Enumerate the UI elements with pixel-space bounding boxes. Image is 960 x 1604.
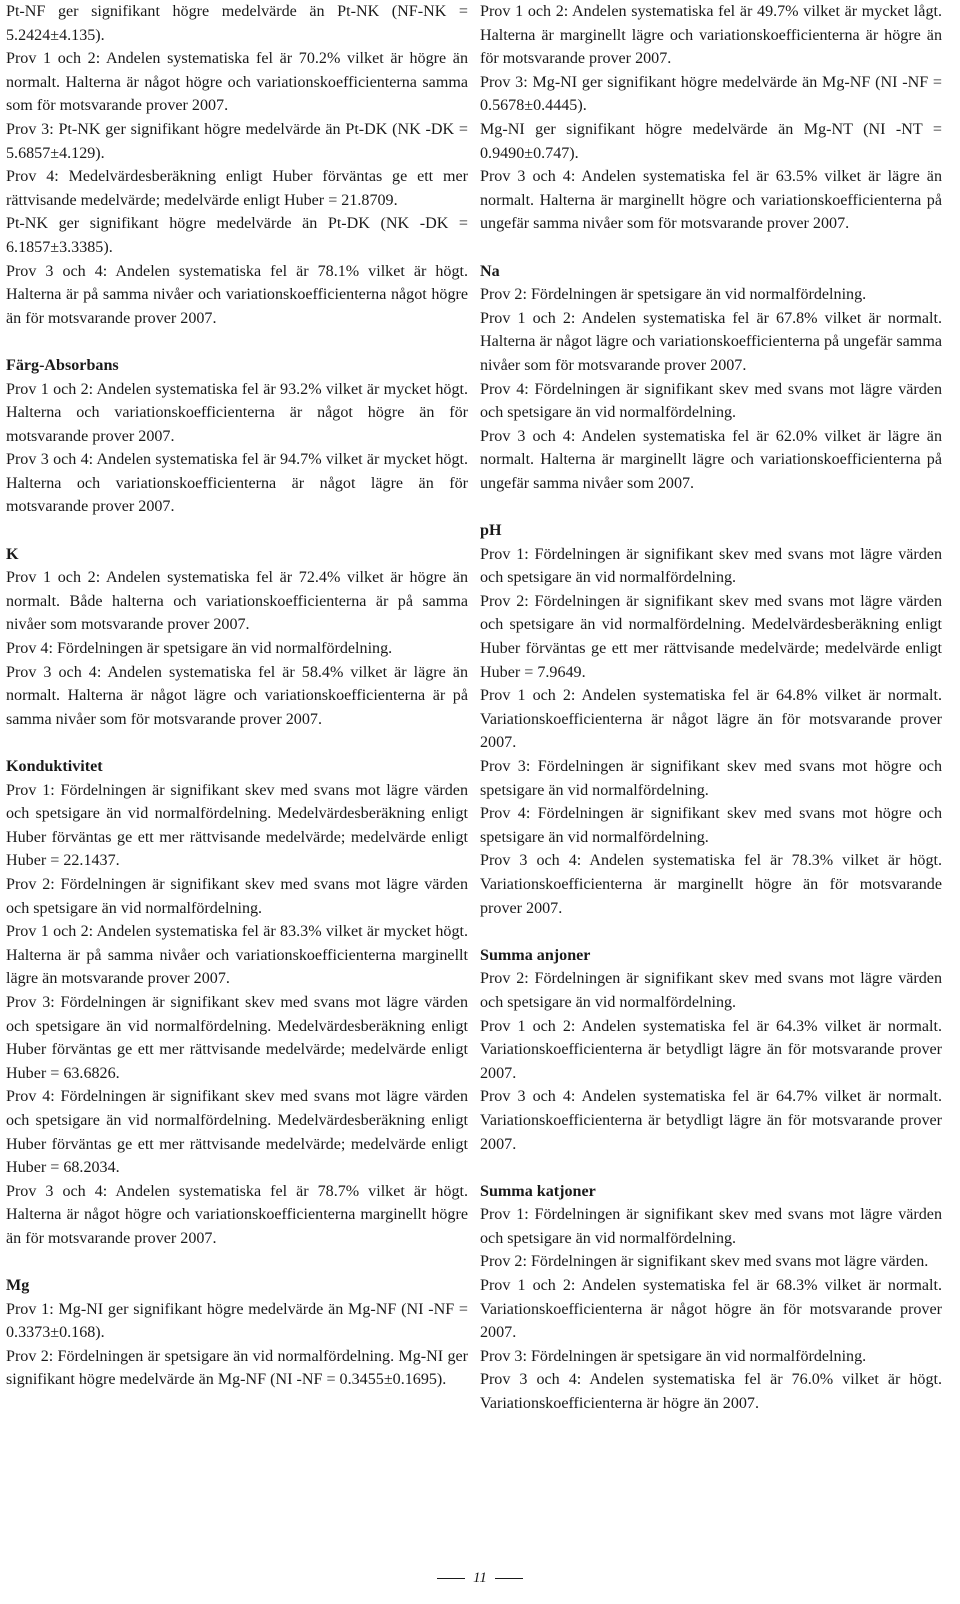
paragraph: Prov 4: Fördelningen är spetsigare än vid normalfördelning. [6,640,393,658]
paragraph: Prov 3: Mg-NI ger signifikant högre medelvärde än Mg-NF (NI -NF = 0.5678±0.4445). [480,73,942,115]
paragraph: Prov 3 och 4: Andelen systematiska fel är 78.3% vilket är högt. Variationskoefficienterna är marginellt högre än för motsvarande prover 2007. [480,852,942,917]
section-spacer [6,330,468,354]
section-heading: Konduktivitet [6,758,103,775]
paragraph: Prov 3 och 4: Andelen systematiska fel är 76.0% vilket är högt. Variationskoefficienterna är högre än 2007. [480,1371,942,1413]
paragraph: Pt-NK ger signifikant högre medelvärde än Pt-DK (NK -DK = 6.1857±3.3385). [6,215,468,256]
paragraph: Prov 2: Fördelningen är spetsigare än vid normalfördelning. [480,286,867,304]
paragraph: Prov 1: Fördelningen är signifikant skev med svans mot lägre värden och spetsigare än vid normalfördelning. [480,545,942,587]
page-footer [0,1568,960,1588]
section-spacer [480,920,942,944]
paragraph: Prov 3 och 4: Andelen systematiska fel är 78.1% vilket är högt. Halterna är på samma nivåer och variationskoefficienterna något högre än för motsvarande prover 2007. [6,262,468,327]
section-heading: Mg [6,1277,30,1295]
section-spacer [480,1156,942,1180]
paragraph: Prov 2: Fördelningen är signifikant skev med svans mot lägre värden och spetsigare än vid normalfördelning. [480,970,942,1011]
paragraph: Mg-NI ger signifikant högre medelvärde än Mg-NT (NI -NT = 0.9490±0.747). [480,120,942,162]
paragraph: Prov 3 och 4: Andelen systematiska fel är 63.5% vilket är lägre än normalt. Halterna är marginellt högre och variationskoefficienterna på ungefär samma nivåer som för motsvarande prover 2007. [480,168,942,233]
paragraph: Prov 4: Fördelningen är signifikant skev med svans mot lägre värden och spetsigare än vid normalfördelning. [480,380,942,422]
right-column [480,0,942,1416]
paragraph: Prov 3 och 4: Andelen systematiska fel är 64.7% vilket är normalt. Variationskoefficienterna är betydligt lägre än för motsvarande prover 2007. [480,1088,942,1153]
section-spacer [6,519,468,543]
page-number: 11 [473,1570,487,1586]
section-heading: pH [480,522,502,540]
section-heading: Färg-Absorbans [6,356,119,374]
paragraph: Prov 3 och 4: Andelen systematiska fel är 58.4% vilket är lägre än normalt. Halterna är något lägre och variationskoefficienterna är på samma nivåer som för motsvarande prover 2007. [6,663,468,728]
paragraph: Prov 4: Fördelningen är signifikant skev med svans mot högre och spetsigare än vid normalfördelning. [480,805,942,846]
paragraph: Prov 1: Mg-NI ger signifikant högre medelvärde än Mg-NF (NI -NF = 0.3373±0.168). [6,1300,468,1342]
paragraph: Prov 2: Fördelningen är signifikant skev med svans mot lägre värden. [480,1253,929,1271]
paragraph: Prov 3 och 4: Andelen systematiska fel är 62.0% vilket är lägre än normalt. Halterna är marginellt lägre och variationskoefficienterna på ungefär samma nivåer som 2007. [480,427,942,492]
paragraph: Prov 3: Fördelningen är signifikant skev med svans mot högre och spetsigare än vid normalfördelning. [480,758,942,799]
paragraph: Prov 1: Fördelningen är signifikant skev med svans mot lägre värden och spetsigare än vid normalfördelning. [480,1206,942,1247]
paragraph: Pt-NF ger signifikant högre medelvärde än Pt-NK (NF-NK = 5.2424±4.135). [6,3,468,44]
paragraph: Prov 2: Fördelningen är signifikant skev med svans mot lägre värden och spetsigare än vid normalfördelning. Medelvärdesberäkning enligt Huber förväntas ge ett mer rättvisande medelvärde; medelvärde enligt Huber = 7.9649. [480,592,942,681]
paragraph: Prov 1: Fördelningen är signifikant skev med svans mot lägre värden och spetsigare än vid normalfördelning. Medelvärdesberäkning enligt Huber förväntas ge ett mer rättvisande medelvärde; medelvärde enligt Huber = 22.1437. [6,781,468,870]
section-heading: Na [480,262,500,280]
paragraph: Prov 3: Fördelningen är spetsigare än vid normalfördelning. [480,1347,867,1365]
paragraph: Prov 1 och 2: Andelen systematiska fel är 72.4% vilket är högre än normalt. Både halterna och variationskoefficienterna är på samma nivåer som motsvarande prover 2007. [6,569,468,634]
section-spacer [6,1250,468,1274]
paragraph: Prov 3: Pt-NK ger signifikant högre medelvärde än Pt-DK (NK -DK = 5.6857±4.129). [6,120,468,162]
section-spacer [480,495,942,519]
section-spacer [6,731,468,755]
paragraph: Prov 3 och 4: Andelen systematiska fel är 78.7% vilket är högt. Halterna är något högre och variationskoefficienterna marginellt högre än för motsvarande prover 2007. [6,1182,468,1247]
section-heading: Summa anjoner [480,946,591,964]
paragraph: Prov 4: Medelvärdesberäkning enligt Huber förväntas ge ett mer rättvisande medelvärde; medelvärde enligt Huber = 21.8709. [6,168,468,209]
paragraph: Prov 3 och 4: Andelen systematiska fel är 94.7% vilket är mycket högt. Halterna och variationskoefficienterna är något lägre än för motsvarande prover 2007. [6,451,468,516]
paragraph: Prov 3: Fördelningen är signifikant skev med svans mot lägre värden och spetsigare än vid normalfördelning. Medelvärdesberäkning enligt Huber förväntas ge ett mer rättvisande medelvärde; medelvärde enligt Huber = 63.6826. [6,993,468,1082]
footer-dash-left [437,1578,465,1579]
section-heading: K [6,545,19,563]
section-spacer [480,236,942,260]
paragraph: Prov 1 och 2: Andelen systematiska fel är 64.8% vilket är normalt. Variationskoefficienterna är något lägre än för motsvarande prover 2007. [480,687,942,752]
paragraph: Prov 2: Fördelningen är spetsigare än vid normalfördelning. Mg-NI ger signifikant högre medelvärde än Mg-NF (NI -NF = 0.3455±0.1695). [6,1347,468,1389]
paragraph: Prov 1 och 2: Andelen systematiska fel är 67.8% vilket är normalt. Halterna är något lägre och variationskoefficienterna på ungefär samma nivåer som för motsvarande prover 2007. [480,309,942,374]
footer-dash-right [495,1578,523,1579]
left-column [6,0,468,1392]
paragraph: Prov 1 och 2: Andelen systematiska fel är 68.3% vilket är normalt. Variationskoefficienterna är något högre än för motsvarande prover 2007. [480,1277,942,1342]
paragraph: Prov 1 och 2: Andelen systematiska fel är 83.3% vilket är mycket högt. Halterna är på samma nivåer och variationskoefficienterna marginellt lägre än motsvarande prover 2007. [6,923,468,988]
section-heading: Summa katjoner [480,1182,596,1200]
paragraph: Prov 1 och 2: Andelen systematiska fel är 93.2% vilket är mycket högt. Halterna och variationskoefficienterna är något högre än för motsvarande prover 2007. [6,380,468,445]
paragraph: Prov 1 och 2: Andelen systematiska fel är 70.2% vilket är högre än normalt. Halterna är något högre och variationskoefficienterna samma som för motsvarande prover 2007. [6,50,468,115]
paragraph: Prov 4: Fördelningen är signifikant skev med svans mot lägre värden och spetsigare än vid normalfördelning. Medelvärdesberäkning enligt Huber förväntas ge ett mer rättvisande medelvärde; medelvärde enligt Huber = 68.2034. [6,1088,468,1177]
paragraph: Prov 2: Fördelningen är signifikant skev med svans mot lägre värden och spetsigare än vid normalfördelning. [6,875,468,917]
paragraph: Prov 1 och 2: Andelen systematiska fel är 49.7% vilket är mycket lågt. Halterna är marginellt lägre och variationskoefficienterna är högre än för motsvarande prover 2007. [480,3,942,68]
paragraph: Prov 1 och 2: Andelen systematiska fel är 64.3% vilket är normalt. Variationskoefficienterna är betydligt lägre än för motsvarande prover 2007. [480,1017,942,1082]
